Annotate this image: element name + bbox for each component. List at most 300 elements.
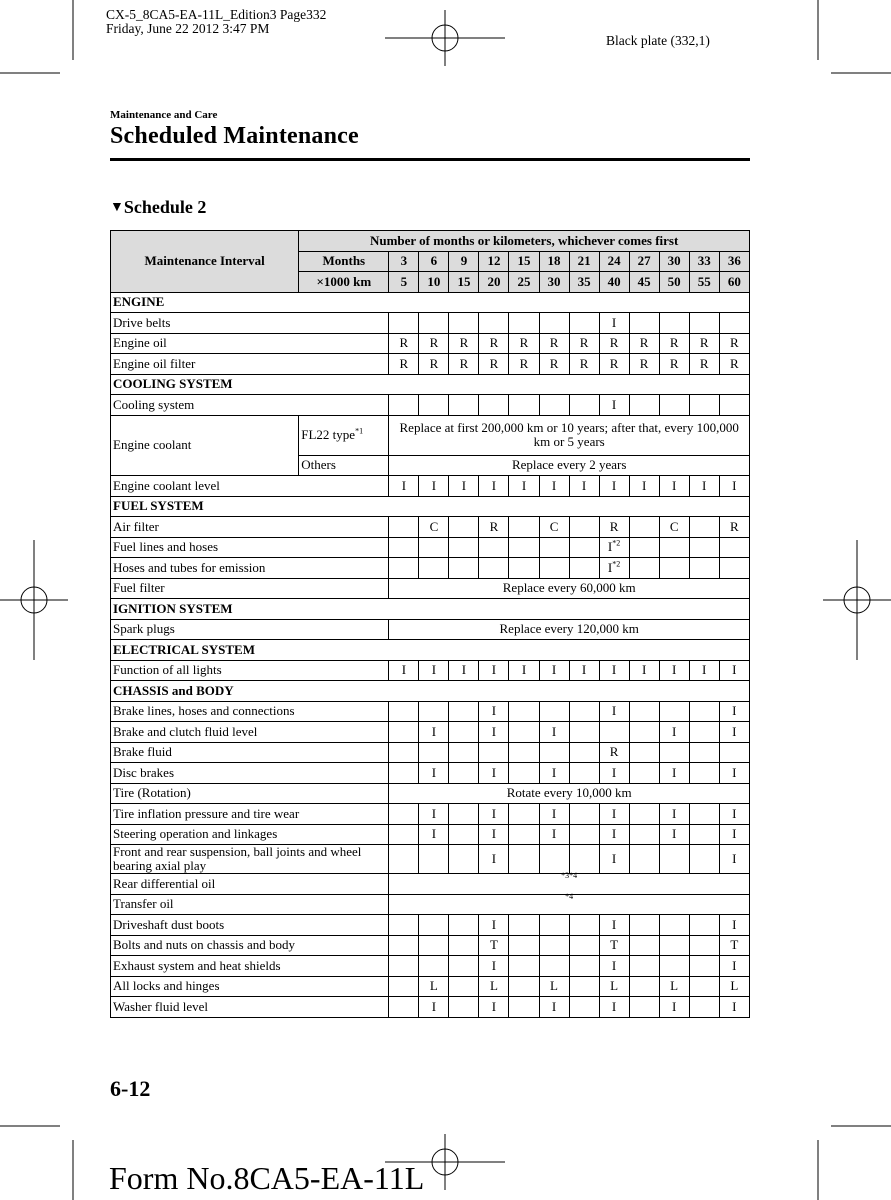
schedule-cell	[689, 558, 719, 579]
schedule-cell	[389, 763, 419, 784]
schedule-cell	[689, 722, 719, 743]
schedule-cell: I	[719, 915, 749, 936]
km-value: 40	[599, 272, 629, 293]
schedule-cell	[689, 915, 719, 936]
interval-header: Maintenance Interval	[111, 231, 299, 293]
schedule-cell: I	[479, 660, 509, 681]
schedule-cell: I	[719, 722, 749, 743]
schedule-cell	[569, 956, 599, 977]
category-row	[111, 496, 750, 517]
schedule-cell: I	[599, 763, 629, 784]
schedule-cell: R	[599, 517, 629, 538]
schedule-cell: R	[509, 333, 539, 354]
table-row	[111, 976, 750, 997]
footnote-ref: *1	[355, 426, 364, 436]
schedule-cell	[389, 701, 419, 722]
schedule-cell: I	[449, 476, 479, 497]
schedule-cell: I	[659, 722, 689, 743]
schedule-cell	[629, 313, 659, 334]
schedule-cell	[539, 701, 569, 722]
schedule-cell	[389, 722, 419, 743]
schedule-cell	[419, 845, 449, 874]
schedule-cell: I	[599, 824, 629, 845]
schedule-cell: T	[599, 935, 629, 956]
schedule-cell	[689, 824, 719, 845]
schedule-cell	[659, 558, 689, 579]
schedule-cell: R	[599, 742, 629, 763]
schedule-cell: $I^{*2}$	[599, 558, 629, 579]
schedule-cell: I	[479, 824, 509, 845]
schedule-cell: R	[419, 354, 449, 375]
schedule-cell: I	[599, 804, 629, 825]
month-value: 36	[719, 251, 749, 272]
title-rule	[110, 158, 750, 161]
schedule-cell	[629, 915, 659, 936]
schedule-cell	[689, 997, 719, 1018]
schedule-cell	[719, 558, 749, 579]
schedule-cell	[509, 976, 539, 997]
schedule-cell: R	[389, 333, 419, 354]
schedule-cell: I	[419, 997, 449, 1018]
schedule-cell	[389, 804, 419, 825]
schedule-cell	[659, 742, 689, 763]
table-row	[111, 722, 750, 743]
schedule-cell	[659, 935, 689, 956]
schedule-cell	[569, 313, 599, 334]
footnote-ref: *2	[612, 538, 621, 548]
item-label: Fuel filter	[111, 578, 389, 599]
schedule-cell: R	[449, 333, 479, 354]
schedule-cell: I	[479, 701, 509, 722]
schedule-cell	[689, 537, 719, 558]
schedule-cell: R	[509, 354, 539, 375]
table-row	[111, 517, 750, 538]
table-row	[111, 476, 750, 497]
schedule-cell	[569, 804, 599, 825]
table-row	[111, 894, 750, 915]
table-row	[111, 701, 750, 722]
item-label: Hoses and tubes for emission	[111, 558, 389, 579]
schedule-cell	[569, 395, 599, 416]
item-label: Engine oil filter	[111, 354, 389, 375]
month-value: 33	[689, 251, 719, 272]
span-note: Replace every 60,000 km	[389, 578, 750, 599]
table-row	[111, 578, 750, 599]
schedule-cell: I	[659, 997, 689, 1018]
schedule-title: Schedule 2	[123, 197, 207, 217]
span-note: Replace every 2 years	[389, 455, 750, 476]
schedule-cell: C	[419, 517, 449, 538]
schedule-cell	[569, 742, 599, 763]
months-label: Months	[299, 251, 389, 272]
item-label: Disc brakes	[111, 763, 389, 784]
schedule-cell	[449, 976, 479, 997]
schedule-cell	[449, 915, 479, 936]
km-value: 25	[509, 272, 539, 293]
schedule-cell	[629, 845, 659, 874]
schedule-cell	[449, 395, 479, 416]
schedule-cell	[509, 956, 539, 977]
schedule-cell: I	[719, 660, 749, 681]
schedule-cell	[449, 742, 479, 763]
schedule-cell	[539, 313, 569, 334]
schedule-cell	[509, 701, 539, 722]
schedule-cell: I	[719, 997, 749, 1018]
schedule-cell: I	[539, 722, 569, 743]
schedule-cell	[389, 558, 419, 579]
item-label: Function of all lights	[111, 660, 389, 681]
category-label: CHASSIS and BODY	[111, 681, 750, 702]
schedule-cell	[569, 915, 599, 936]
category-row	[111, 681, 750, 702]
schedule-cell: I	[719, 956, 749, 977]
schedule-cell: I	[569, 660, 599, 681]
schedule-cell	[419, 956, 449, 977]
table-row	[111, 915, 750, 936]
schedule-cell: I	[659, 660, 689, 681]
span-note: Replace every 120,000 km	[389, 619, 750, 640]
table-row	[111, 824, 750, 845]
schedule-cell	[659, 845, 689, 874]
schedule-cell: I	[719, 763, 749, 784]
schedule-cell: I	[539, 997, 569, 1018]
print-header-plate: Black plate (332,1)	[606, 33, 710, 48]
schedule-cell	[449, 558, 479, 579]
schedule-cell	[689, 935, 719, 956]
schedule-cell: I	[599, 701, 629, 722]
schedule-cell	[509, 845, 539, 874]
table-row	[111, 558, 750, 579]
schedule-cell: R	[719, 517, 749, 538]
schedule-cell	[659, 537, 689, 558]
schedule-cell: I	[479, 915, 509, 936]
schedule-cell	[629, 537, 659, 558]
schedule-cell	[449, 824, 479, 845]
schedule-cell	[509, 558, 539, 579]
schedule-cell: I	[509, 660, 539, 681]
schedule-cell	[479, 313, 509, 334]
schedule-cell	[569, 976, 599, 997]
schedule-cell: I	[479, 476, 509, 497]
schedule-cell: I	[389, 660, 419, 681]
schedule-cell: R	[539, 333, 569, 354]
schedule-cell	[689, 313, 719, 334]
month-value: 12	[479, 251, 509, 272]
schedule-cell: L	[719, 976, 749, 997]
category-row	[111, 599, 750, 620]
schedule-cell	[389, 313, 419, 334]
schedule-cell	[629, 722, 659, 743]
schedule-cell	[719, 537, 749, 558]
schedule-cell	[659, 915, 689, 936]
footnote-ref: *3*4	[561, 871, 578, 881]
schedule-cell	[659, 395, 689, 416]
item-label: Tire (Rotation)	[111, 783, 389, 804]
schedule-cell	[449, 722, 479, 743]
schedule-cell	[419, 742, 449, 763]
schedule-cell: R	[629, 354, 659, 375]
item-label: Rear differential oil	[111, 874, 389, 895]
month-value: 21	[569, 251, 599, 272]
item-label: Engine oil	[111, 333, 389, 354]
table-row	[111, 935, 750, 956]
km-value: 20	[479, 272, 509, 293]
schedule-cell: I	[719, 804, 749, 825]
km-value: 50	[659, 272, 689, 293]
schedule-cell: I	[449, 660, 479, 681]
schedule-cell	[389, 845, 419, 874]
schedule-cell	[629, 763, 659, 784]
schedule-cell: I	[419, 804, 449, 825]
table-row	[111, 783, 750, 804]
schedule-cell	[389, 935, 419, 956]
schedule-cell: L	[659, 976, 689, 997]
schedule-cell: I	[419, 476, 449, 497]
schedule-cell: L	[599, 976, 629, 997]
category-row	[111, 640, 750, 661]
schedule-cell: I	[629, 476, 659, 497]
schedule-cell	[479, 558, 509, 579]
schedule-cell	[449, 804, 479, 825]
schedule-cell	[509, 763, 539, 784]
schedule-cell: R	[629, 333, 659, 354]
table-row	[111, 804, 750, 825]
schedule-cell	[539, 956, 569, 977]
schedule-cell: C	[659, 517, 689, 538]
schedule-cell	[539, 537, 569, 558]
schedule-cell: R	[599, 333, 629, 354]
schedule-cell: I	[539, 660, 569, 681]
km-value: 35	[569, 272, 599, 293]
schedule-cell: L	[419, 976, 449, 997]
schedule-cell	[629, 976, 659, 997]
item-label: Brake fluid	[111, 742, 389, 763]
schedule-cell: I	[659, 804, 689, 825]
schedule-cell	[539, 845, 569, 874]
schedule-cell	[569, 517, 599, 538]
km-value: 45	[629, 272, 659, 293]
schedule-cell	[389, 537, 419, 558]
schedule-cell	[689, 517, 719, 538]
item-label: Steering operation and linkages	[111, 824, 389, 845]
maintenance-schedule-table	[110, 230, 750, 1018]
footnote-cell	[389, 891, 750, 915]
schedule-cell: I	[689, 476, 719, 497]
schedule-cell	[389, 824, 419, 845]
km-value: 10	[419, 272, 449, 293]
schedule-cell: R	[449, 354, 479, 375]
triangle-down-icon: ▼	[110, 200, 124, 215]
schedule-cell: R	[539, 354, 569, 375]
schedule-cell: C	[539, 517, 569, 538]
schedule-cell	[539, 742, 569, 763]
schedule-cell	[389, 997, 419, 1018]
schedule-cell	[419, 701, 449, 722]
schedule-cell	[419, 935, 449, 956]
schedule-cell	[509, 742, 539, 763]
schedule-cell	[509, 915, 539, 936]
schedule-cell: I	[599, 660, 629, 681]
schedule-cell	[449, 701, 479, 722]
schedule-cell	[389, 976, 419, 997]
schedule-cell	[689, 976, 719, 997]
schedule-cell: I	[719, 701, 749, 722]
item-label: Engine coolant	[111, 415, 299, 476]
schedule-cell	[509, 722, 539, 743]
schedule-cell: I	[599, 395, 629, 416]
section-label: Maintenance and Care	[110, 109, 218, 121]
table-row	[111, 660, 750, 681]
schedule-cell: $I^{*2}$	[599, 537, 629, 558]
item-label: Brake lines, hoses and connections	[111, 701, 389, 722]
item-label: Washer fluid level	[111, 997, 389, 1018]
schedule-cell: R	[569, 333, 599, 354]
table-row	[111, 395, 750, 416]
month-value: 15	[509, 251, 539, 272]
schedule-cell	[689, 742, 719, 763]
schedule-cell	[659, 956, 689, 977]
schedule-cell	[389, 517, 419, 538]
schedule-cell: I	[599, 915, 629, 936]
schedule-cell: I	[539, 824, 569, 845]
table-row	[111, 845, 750, 874]
footnote-cell	[389, 871, 750, 895]
footnote-ref: *2	[612, 559, 621, 569]
schedule-cell	[629, 395, 659, 416]
category-label: IGNITION SYSTEM	[111, 599, 750, 620]
schedule-cell	[479, 537, 509, 558]
schedule-cell	[539, 915, 569, 936]
schedule-cell: R	[479, 333, 509, 354]
schedule-cell: I	[419, 660, 449, 681]
schedule-cell: I	[659, 763, 689, 784]
schedule-cell	[449, 935, 479, 956]
table-row	[111, 333, 750, 354]
km-value: 15	[449, 272, 479, 293]
schedule-cell: I	[419, 763, 449, 784]
schedule-cell: R	[689, 354, 719, 375]
km-value: 60	[719, 272, 749, 293]
schedule-cell: I	[479, 804, 509, 825]
schedule-cell	[599, 722, 629, 743]
schedule-cell	[449, 956, 479, 977]
schedule-heading	[110, 197, 206, 218]
table-row	[111, 742, 750, 763]
table-row	[111, 619, 750, 640]
category-label: ELECTRICAL SYSTEM	[111, 640, 750, 661]
schedule-cell	[449, 517, 479, 538]
print-header-file: CX-5_8CA5-EA-11L_Edition3 Page332	[106, 7, 327, 22]
schedule-cell: I	[719, 476, 749, 497]
schedule-cell	[689, 763, 719, 784]
category-row	[111, 374, 750, 395]
schedule-cell	[719, 742, 749, 763]
schedule-cell: I	[599, 997, 629, 1018]
schedule-cell: I	[599, 956, 629, 977]
schedule-cell: I	[719, 845, 749, 874]
schedule-cell: T	[719, 935, 749, 956]
schedule-cell: I	[539, 763, 569, 784]
schedule-cell: I	[509, 476, 539, 497]
schedule-cell	[629, 701, 659, 722]
schedule-cell	[689, 845, 719, 874]
schedule-cell	[689, 804, 719, 825]
item-label: Brake and clutch fluid level	[111, 722, 389, 743]
table-row	[111, 415, 750, 455]
schedule-cell: I	[479, 956, 509, 977]
page-number: 6-12	[110, 1076, 151, 1101]
table-row	[111, 997, 750, 1018]
item-label: Tire inflation pressure and tire wear	[111, 804, 389, 825]
item-label: Spark plugs	[111, 619, 389, 640]
schedule-cell	[479, 395, 509, 416]
month-value: 27	[629, 251, 659, 272]
month-value: 18	[539, 251, 569, 272]
schedule-cell	[629, 517, 659, 538]
table-row	[111, 537, 750, 558]
km-value: 55	[689, 272, 719, 293]
schedule-cell	[419, 915, 449, 936]
schedule-cell: I	[539, 476, 569, 497]
item-label: Bolts and nuts on chassis and body	[111, 935, 389, 956]
km-value: 5	[389, 272, 419, 293]
schedule-cell	[389, 915, 419, 936]
schedule-cell: R	[689, 333, 719, 354]
category-label: FUEL SYSTEM	[111, 496, 750, 517]
item-label: Drive belts	[111, 313, 389, 334]
schedule-cell	[449, 537, 479, 558]
schedule-cell	[629, 824, 659, 845]
schedule-cell: R	[719, 354, 749, 375]
schedule-cell	[419, 395, 449, 416]
km-value: 30	[539, 272, 569, 293]
schedule-cell	[539, 935, 569, 956]
sub-item-label: Others	[299, 455, 389, 476]
schedule-cell: R	[659, 354, 689, 375]
item-label: Fuel lines and hoses	[111, 537, 389, 558]
schedule-cell: I	[539, 804, 569, 825]
schedule-cell: L	[539, 976, 569, 997]
schedule-cell	[509, 313, 539, 334]
schedule-cell	[629, 997, 659, 1018]
schedule-cell	[449, 313, 479, 334]
schedule-cell	[479, 742, 509, 763]
schedule-cell: I	[569, 476, 599, 497]
table-row	[111, 354, 750, 375]
schedule-cell: I	[599, 476, 629, 497]
schedule-cell: R	[479, 517, 509, 538]
category-row	[111, 292, 750, 313]
footnote-ref: *4	[565, 891, 574, 901]
schedule-cell	[419, 313, 449, 334]
schedule-cell: R	[599, 354, 629, 375]
schedule-cell: I	[479, 845, 509, 874]
item-label: Driveshaft dust boots	[111, 915, 389, 936]
table-row	[111, 313, 750, 334]
schedule-cell	[569, 935, 599, 956]
schedule-cell: I	[599, 313, 629, 334]
month-value: 30	[659, 251, 689, 272]
month-value: 3	[389, 251, 419, 272]
schedule-cell	[509, 517, 539, 538]
schedule-cell: I	[719, 824, 749, 845]
month-value: 24	[599, 251, 629, 272]
schedule-cell: I	[419, 722, 449, 743]
schedule-cell	[509, 935, 539, 956]
schedule-cell: R	[389, 354, 419, 375]
schedule-cell: I	[479, 763, 509, 784]
schedule-cell: T	[479, 935, 509, 956]
